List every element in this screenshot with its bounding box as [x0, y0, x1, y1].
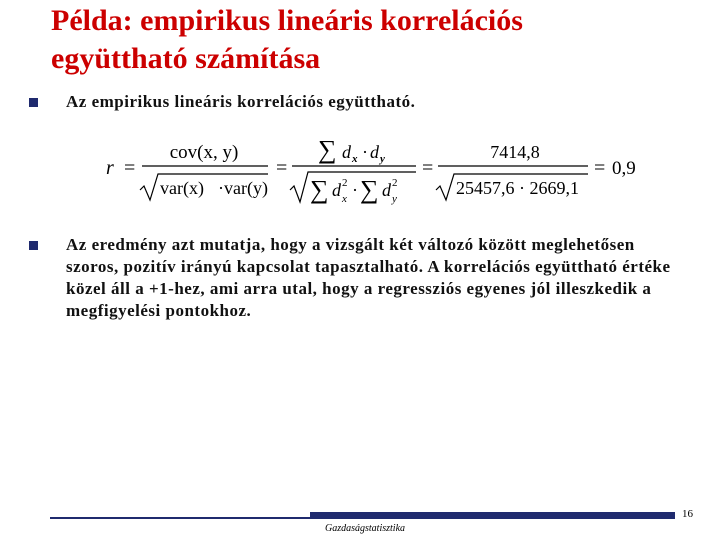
- formula-dy2-sup: 2: [392, 177, 398, 189]
- sum-icon: ∑: [360, 175, 379, 204]
- footer-bar: [310, 512, 675, 519]
- formula-dx2: d: [332, 180, 341, 200]
- formula-var-y: var(y): [224, 178, 268, 198]
- sum-icon: ∑: [310, 175, 329, 204]
- formula-eq-4: =: [594, 157, 606, 179]
- formula-dx-sub: x: [352, 153, 358, 165]
- slide-title-line1: Példa: empirikus lineáris korrelációs: [51, 4, 523, 37]
- formula-eq-3: =: [422, 157, 434, 179]
- sum-icon: ∑: [318, 135, 337, 164]
- footer-line: [50, 517, 310, 519]
- bullet-text-2: Az eredmény azt mutatja, hogy a vizsgált két változó között meglehetősen szoros, pozitív irányú kapcsolat tapasztalható. A korrelációs együttható értéke közel áll a +1-hez, ami arra utal, hogy a regressziós egyenes jól illeszkedik a megfigyelési pontokhoz.: [66, 235, 671, 320]
- bullet-square-icon: [29, 241, 38, 250]
- formula-result: 0,9: [612, 158, 636, 179]
- formula-eq-2: =: [276, 157, 288, 179]
- formula-denominator-value: 25457,6 · 2669,1: [456, 178, 579, 198]
- footer-label: Gazdaságstatisztika: [325, 523, 406, 534]
- formula-numerator-value: 7414,8: [490, 142, 540, 162]
- formula-dy: d: [370, 142, 379, 162]
- formula-r: r: [106, 157, 114, 179]
- bullet-text-1: Az empirikus lineáris korrelációs együttható.: [66, 92, 416, 111]
- formula-dy-sub: y: [380, 153, 385, 165]
- formula-dx2-sub: x: [342, 193, 347, 205]
- formula-cov: cov(x, y): [169, 142, 239, 163]
- page-number: 16: [682, 508, 693, 520]
- formula-dot-1: ·: [218, 178, 224, 198]
- formula-dx2-sup: 2: [342, 177, 348, 189]
- correlation-formula: [100, 128, 660, 212]
- formula-eq-1: =: [124, 157, 136, 179]
- slide-title-line2: együttható számítása: [51, 42, 321, 75]
- formula-dx: d: [342, 142, 351, 162]
- formula-var-x: var(x): [160, 178, 204, 198]
- formula-dot-2: ·: [362, 142, 368, 162]
- formula-dy2: d: [382, 180, 391, 200]
- formula-dot-3: ·: [352, 180, 358, 200]
- bullet-square-icon: [29, 98, 38, 107]
- formula-dy2-sub: y: [392, 193, 397, 205]
- slide-title: [51, 2, 671, 78]
